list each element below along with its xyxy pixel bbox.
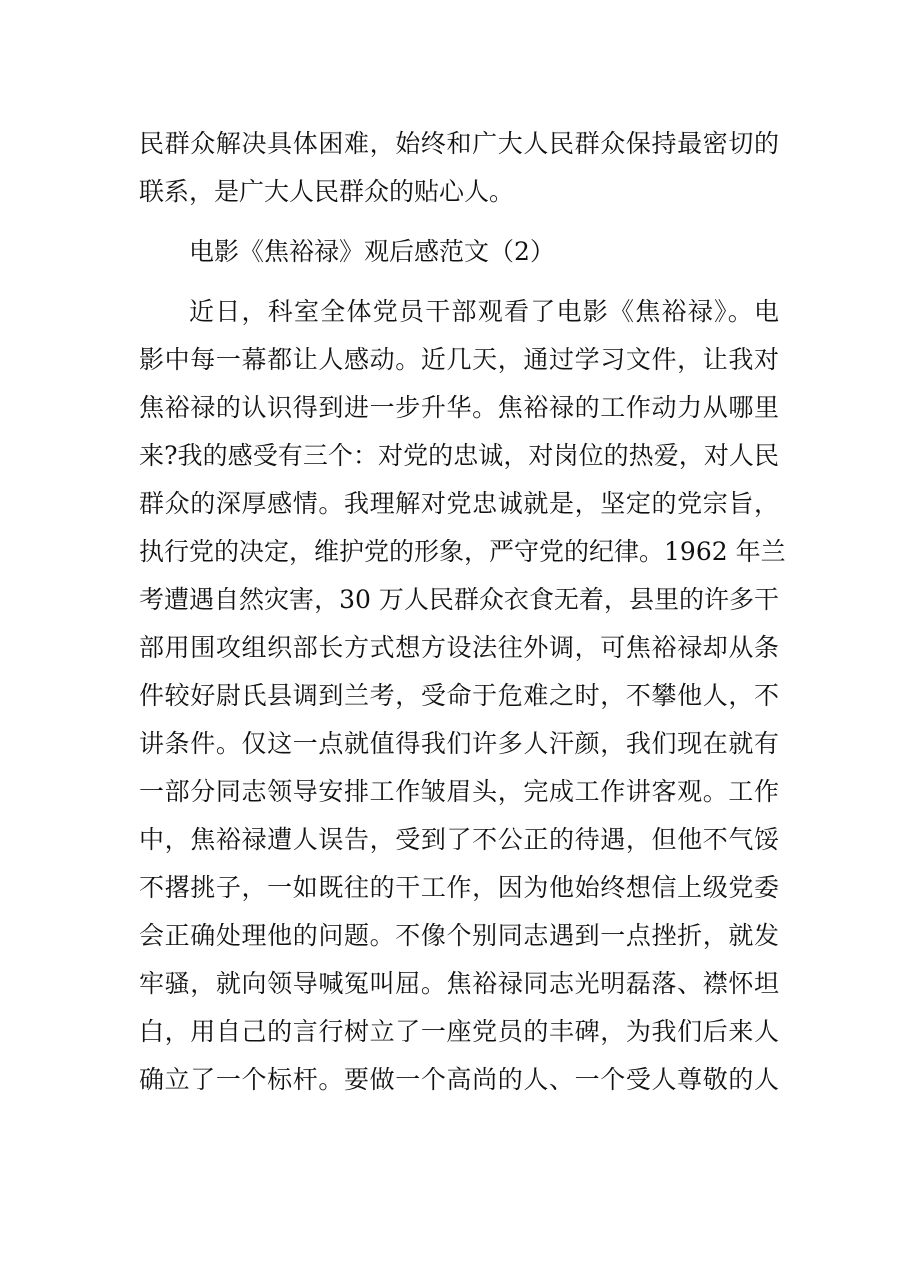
paragraph-line: 白，用自己的言行树立了一座党员的丰碑，为我们后来人 — [139, 1017, 779, 1046]
paragraph-line: 近日，科室全体党员干部观看了电影《焦裕禄》。电 — [189, 297, 779, 326]
paragraph-line: 联系，是广大人民群众的贴心人。 — [139, 177, 515, 206]
section-heading: 电影《焦裕禄》观后感范文（2） — [189, 237, 555, 266]
paragraph-line: 焦裕禄的认识得到进一步升华。焦裕禄的工作动力从哪里 — [139, 393, 779, 422]
paragraph-line: 讲条件。仅这一点就值得我们许多人汗颜，我们现在就有 — [139, 729, 779, 758]
paragraph-line: 确立了一个标杆。要做一个高尚的人、一个受人尊敬的人 — [139, 1065, 779, 1094]
paragraph-line: 执行党的决定，维护党的形象，严守党的纪律。1962 年兰 — [139, 537, 786, 566]
paragraph-line: 部用围攻组织部长方式想方设法往外调，可焦裕禄却从条 — [139, 633, 779, 662]
paragraph-line: 一部分同志领导安排工作皱眉头，完成工作讲客观。工作 — [139, 777, 779, 806]
paragraph-line: 牢骚，就向领导喊冤叫屈。焦裕禄同志光明磊落、襟怀坦 — [139, 969, 779, 998]
paragraph-line: 群众的深厚感情。我理解对党忠诚就是，坚定的党宗旨， — [139, 489, 779, 518]
paragraph-line: 影中每一幕都让人感动。近几天，通过学习文件，让我对 — [139, 345, 779, 374]
paragraph-line: 来?我的感受有三个：对党的忠诚，对岗位的热爱，对人民 — [139, 441, 779, 470]
paragraph-line: 中，焦裕禄遭人误告，受到了不公正的待遇，但他不气馁 — [139, 825, 779, 854]
paragraph-line: 民群众解决具体困难，始终和广大人民群众保持最密切的 — [139, 129, 779, 158]
paragraph-line: 不撂挑子，一如既往的干工作，因为他始终想信上级党委 — [139, 873, 779, 902]
paragraph-line: 件较好尉氏县调到兰考，受命于危难之时，不攀他人，不 — [139, 681, 779, 710]
paragraph-line: 会正确处理他的问题。不像个别同志遇到一点挫折，就发 — [139, 921, 779, 950]
paragraph-line: 考遭遇自然灾害，30 万人民群众衣食无着，县里的许多干 — [139, 585, 779, 614]
